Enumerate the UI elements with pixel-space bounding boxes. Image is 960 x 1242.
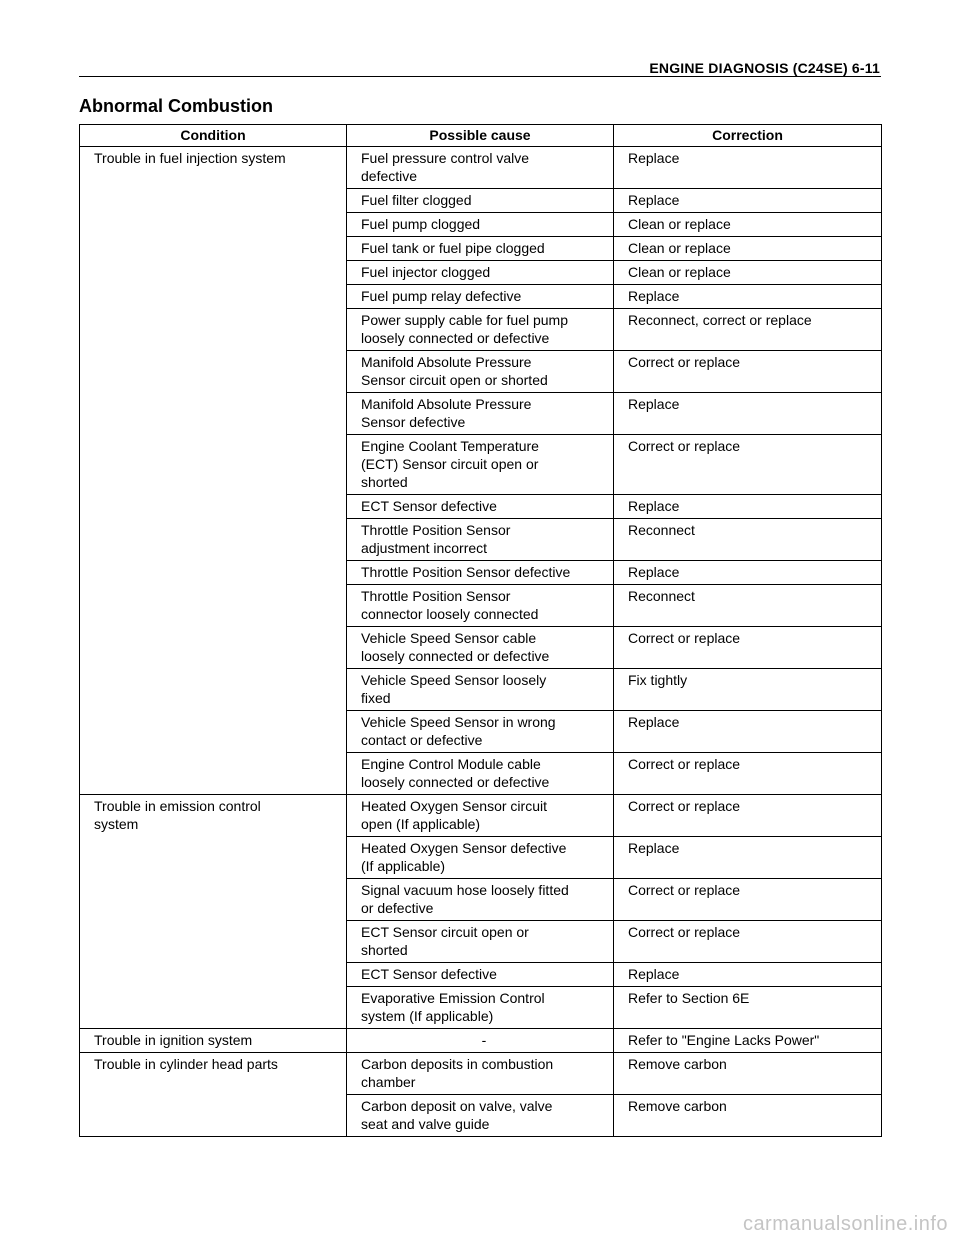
column-header-condition: Condition [80,125,347,147]
correction-cell: Reconnect, correct or replace [614,309,882,351]
correction-cell: Reconnect [614,585,882,627]
possible-cause-cell: Carbon deposits in combustion chamber [347,1053,614,1095]
correction-cell: Correct or replace [614,921,882,963]
correction-cell: Replace [614,495,882,519]
correction-cell: Correct or replace [614,795,882,837]
table-row [80,795,882,837]
correction-cell: Replace [614,189,882,213]
possible-cause-cell: Engine Coolant Temperature (ECT) Sensor circuit open or shorted [347,435,614,495]
possible-cause-cell: ECT Sensor circuit open or shorted [347,921,614,963]
possible-cause-cell: Fuel pump clogged [347,213,614,237]
condition-cell: Trouble in cylinder head parts [80,1053,347,1137]
condition-cell: Trouble in ignition system [80,1029,347,1053]
possible-cause-cell: Throttle Position Sensor defective [347,561,614,585]
correction-cell: Reconnect [614,519,882,561]
correction-cell: Correct or replace [614,435,882,495]
correction-cell: Replace [614,837,882,879]
possible-cause-cell: Fuel filter clogged [347,189,614,213]
possible-cause-cell: Vehicle Speed Sensor cable loosely connected or defective [347,627,614,669]
correction-cell: Clean or replace [614,237,882,261]
section-title: Abnormal Combustion [79,96,273,116]
column-header-possible-cause: Possible cause [347,125,614,147]
table-row [80,1053,882,1095]
correction-cell: Clean or replace [614,213,882,237]
table-row [80,147,882,189]
correction-cell: Replace [614,561,882,585]
correction-cell: Replace [614,963,882,987]
possible-cause-cell: Throttle Position Sensor adjustment incorrect [347,519,614,561]
correction-cell: Clean or replace [614,261,882,285]
possible-cause-cell: Evaporative Emission Control system (If applicable) [347,987,614,1029]
possible-cause-cell: Carbon deposit on valve, valve seat and valve guide [347,1095,614,1137]
correction-cell: Remove carbon [614,1053,882,1095]
possible-cause-cell: Fuel injector clogged [347,261,614,285]
condition-cell: Trouble in fuel injection system [80,147,347,795]
correction-cell: Correct or replace [614,351,882,393]
possible-cause-cell: Heated Oxygen Sensor circuit open (If applicable) [347,795,614,837]
correction-cell: Replace [614,285,882,309]
possible-cause-cell: Manifold Absolute Pressure Sensor circuit open or shorted [347,351,614,393]
table-body [80,147,882,1137]
diagnosis-table [79,124,882,1137]
possible-cause-cell: Heated Oxygen Sensor defective (If applicable) [347,837,614,879]
possible-cause-cell: ECT Sensor defective [347,495,614,519]
correction-cell: Correct or replace [614,879,882,921]
possible-cause-cell: Vehicle Speed Sensor loosely fixed [347,669,614,711]
correction-cell: Correct or replace [614,753,882,795]
watermark: carmanualsonline.info [742,1213,948,1235]
possible-cause-cell: Engine Control Module cable loosely connected or defective [347,753,614,795]
correction-cell: Correct or replace [614,627,882,669]
correction-cell: Fix tightly [614,669,882,711]
possible-cause-cell: Vehicle Speed Sensor in wrong contact or defective [347,711,614,753]
correction-cell: Refer to "Engine Lacks Power" [614,1029,882,1053]
correction-cell: Replace [614,711,882,753]
possible-cause-cell: Fuel tank or fuel pipe clogged [347,237,614,261]
possible-cause-cell: Fuel pressure control valve defective [347,147,614,189]
possible-cause-cell: Throttle Position Sensor connector loosely connected [347,585,614,627]
correction-cell: Remove carbon [614,1095,882,1137]
table-row [80,1029,882,1053]
header-divider [79,76,881,77]
correction-cell: Replace [614,393,882,435]
possible-cause-cell: Signal vacuum hose loosely fitted or defective [347,879,614,921]
possible-cause-cell: Power supply cable for fuel pump loosely connected or defective [347,309,614,351]
possible-cause-cell: Manifold Absolute Pressure Sensor defective [347,393,614,435]
correction-cell: Refer to Section 6E [614,987,882,1029]
possible-cause-cell: Fuel pump relay defective [347,285,614,309]
possible-cause-cell: - [347,1029,614,1053]
condition-cell: Trouble in emission control system [80,795,347,1029]
page-header-title: ENGINE DIAGNOSIS (C24SE) 6-11 [649,60,880,76]
correction-cell: Replace [614,147,882,189]
column-header-correction: Correction [614,125,882,147]
table-header-row [80,125,882,147]
possible-cause-cell: ECT Sensor defective [347,963,614,987]
